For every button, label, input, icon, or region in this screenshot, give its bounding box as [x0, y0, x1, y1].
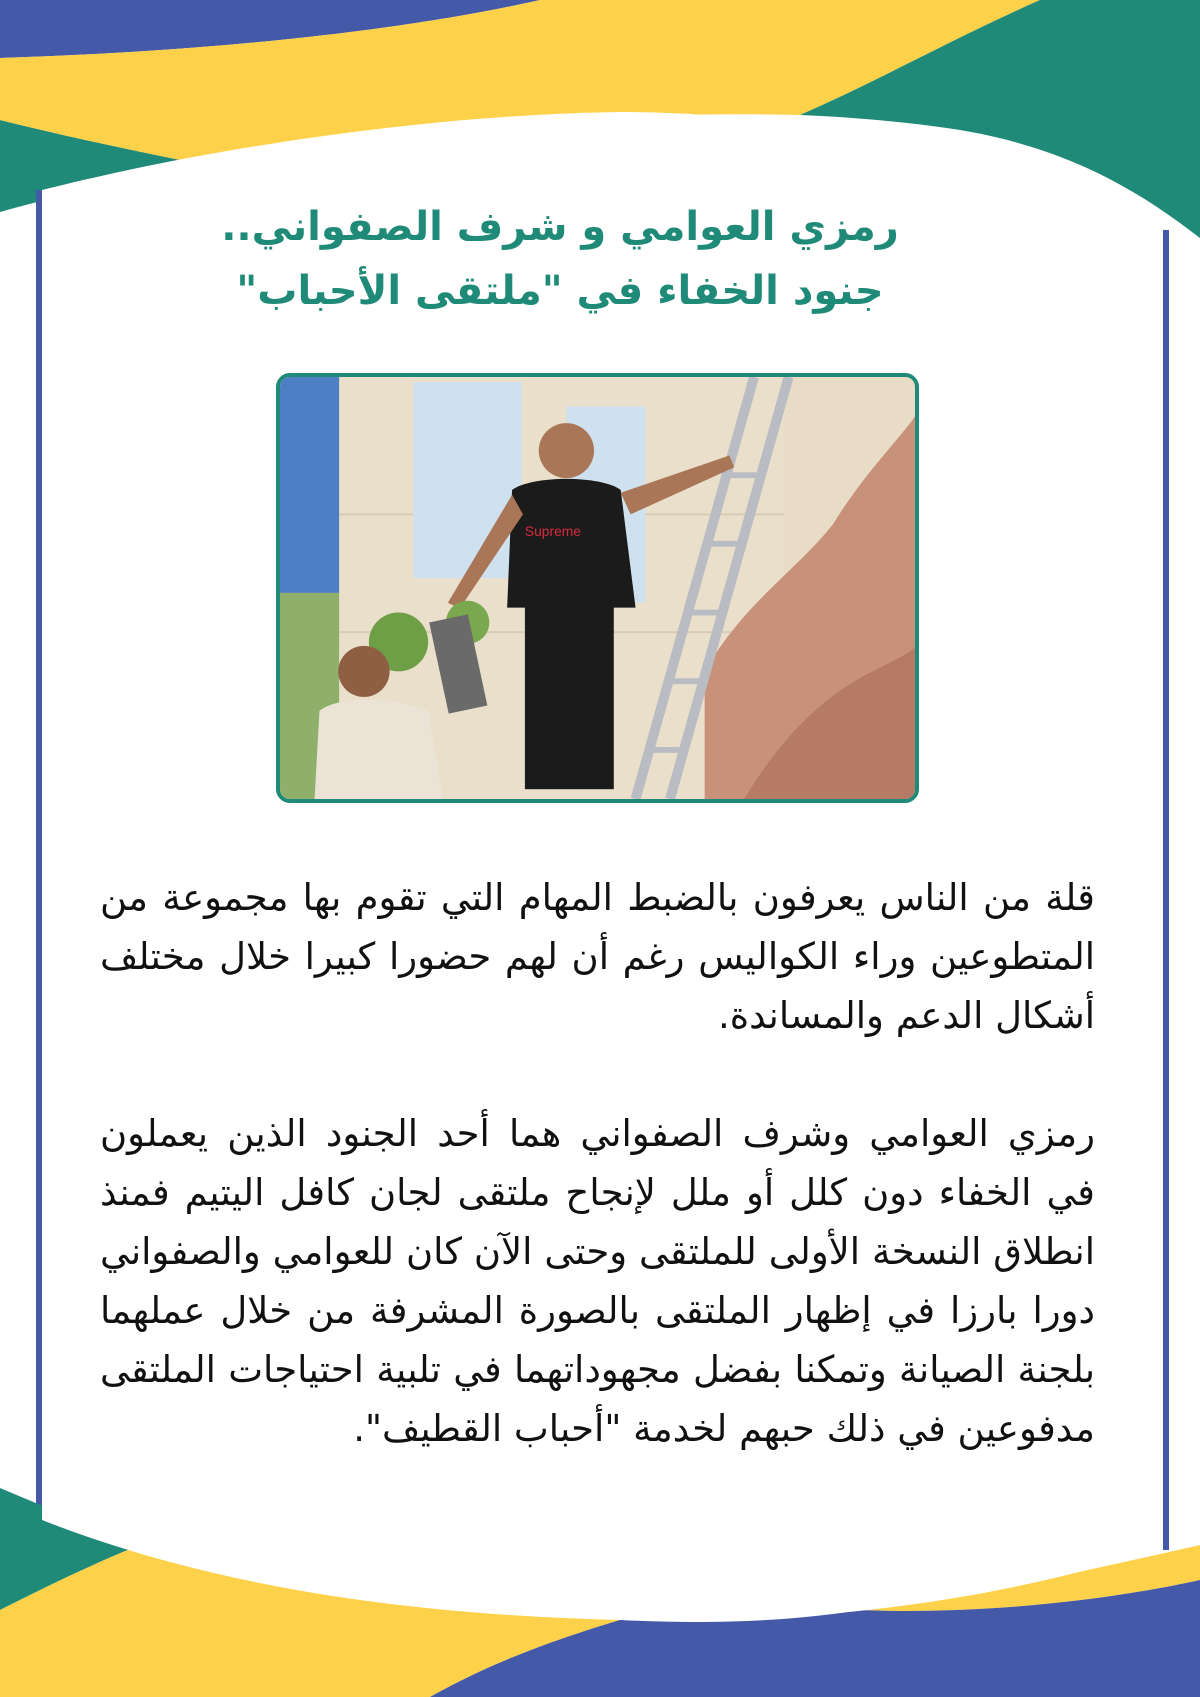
right-side-rule	[1163, 230, 1169, 1550]
article-photo	[276, 373, 919, 803]
shirt-print: Supreme	[524, 524, 581, 539]
article-paragraph-2: رمزي العوامي وشرف الصفواني هما أحد الجنود الذين يعملون في الخفاء دون كلل أو ملل لإنجاح ملتقى لجان كافل اليتيم فمنذ انطلاق النسخة الأولى للملتقى وحتى الآن كان للعوامي والصفواني دورا بارزا في إظهار الملتقى بالصورة المشرفة من خلال عملهما بلجنة الصيانة وتمكنا بفضل مجهوداتهما في تلبية احتياجات الملتقى مدفوعين في ذلك حبهم لخدمة "أحباب القطيف".	[100, 1112, 1095, 1450]
title-line-1: رمزي العوامي و شرف الصفواني..	[221, 204, 899, 250]
article-body	[100, 868, 1095, 1458]
title-line-2: جنود الخفاء في "ملتقى الأحباب"	[236, 268, 884, 314]
photo-icon	[280, 377, 915, 799]
article-title	[200, 195, 920, 323]
article-paragraph-1: قلة من الناس يعرفون بالضبط المهام التي تقوم بها مجموعة من المتطوعين وراء الكواليس رغم أن لهم حضورا كبيرا خلال مختلف أشكال الدعم والمساندة.	[100, 876, 1095, 1037]
left-side-rule	[36, 190, 42, 1520]
